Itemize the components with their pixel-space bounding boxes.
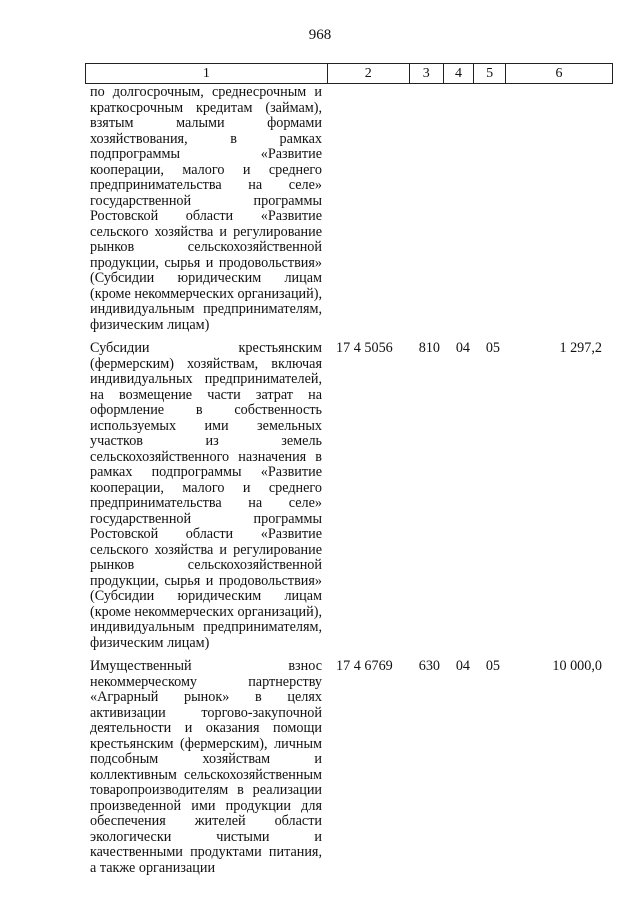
- table-column-header: [85, 63, 613, 84]
- page-number: 968: [308, 27, 332, 43]
- table-row: [85, 659, 613, 876]
- row-target-code: [336, 85, 406, 333]
- row-expense-type: 630: [418, 658, 440, 674]
- column-header-2: 2: [328, 64, 410, 83]
- column-header-6: 6: [555, 66, 563, 81]
- column-header-1: 1: [86, 64, 328, 83]
- column-header-5: 5: [474, 64, 506, 83]
- table-row: [85, 341, 613, 651]
- row-section: 04: [455, 340, 470, 356]
- row-expense-type: [406, 85, 440, 333]
- row-subsection: 05: [485, 340, 500, 356]
- row-amount: 10 000,0: [552, 658, 602, 674]
- row-description: Субсидии крестьянским (фермерским) хозяйствам, включая индивидуальных предпринимателей, на возмещение части затрат на оформление в собственность используемых ими земельных участков из земель сельскохозяйственного назначения в рамках подпрограммы «Развитие кооперации, малого и среднего предпринимательства на селе» государственной программы Ростовской области «Развитие сельского хозяйства и регулирование рынков сельскохозяйственной продукции, сырья и продовольствия» (Субсидии юридическим лицам (кроме некоммерческих организаций), индивидуальным предпринимателям, физическим лицам): [90, 340, 322, 651]
- column-header-3: 3: [410, 64, 444, 83]
- row-subsection: [470, 85, 500, 333]
- budget-table: [85, 85, 613, 876]
- row-expense-type: 810: [418, 340, 440, 356]
- table-row: [85, 85, 613, 333]
- row-section: [440, 85, 470, 333]
- row-subsection: 05: [485, 658, 500, 674]
- row-target-code: 17 4 5056: [336, 340, 393, 356]
- row-target-code: 17 4 6769: [336, 658, 393, 674]
- row-amount: 1 297,2: [559, 340, 602, 356]
- row-description: по долгосрочным, среднесрочным и краткосрочным кредитам (займам), взятым малыми формами хозяйствования, в рамках подпрограммы «Развитие кооперации, малого и среднего предпринимательства на селе» государственной программы Ростовской области «Развитие сельского хозяйства и регулирование рынков сельскохозяйственной продукции, сырья и продовольствия» (Субсидии юридическим лицам (кроме некоммерческих организаций), индивидуальным предпринимателям, физическим лицам): [90, 84, 322, 333]
- row-amount: [500, 85, 602, 333]
- row-description: Имущественный взнос некоммерческому партнерству «Аграрный рынок» в целях активизации торгово-закупочной деятельности и оказания помощи крестьянским (фермерским), личным подсобным хозяйствам и коллективным сельскохозяйственным товаропроизводителям в реализации произведенной ими продукции для обеспечения жителей области экологически чистыми и качественными продуктами питания, а также организации: [90, 658, 322, 876]
- column-header-4: 4: [444, 64, 475, 83]
- row-section: 04: [455, 658, 470, 674]
